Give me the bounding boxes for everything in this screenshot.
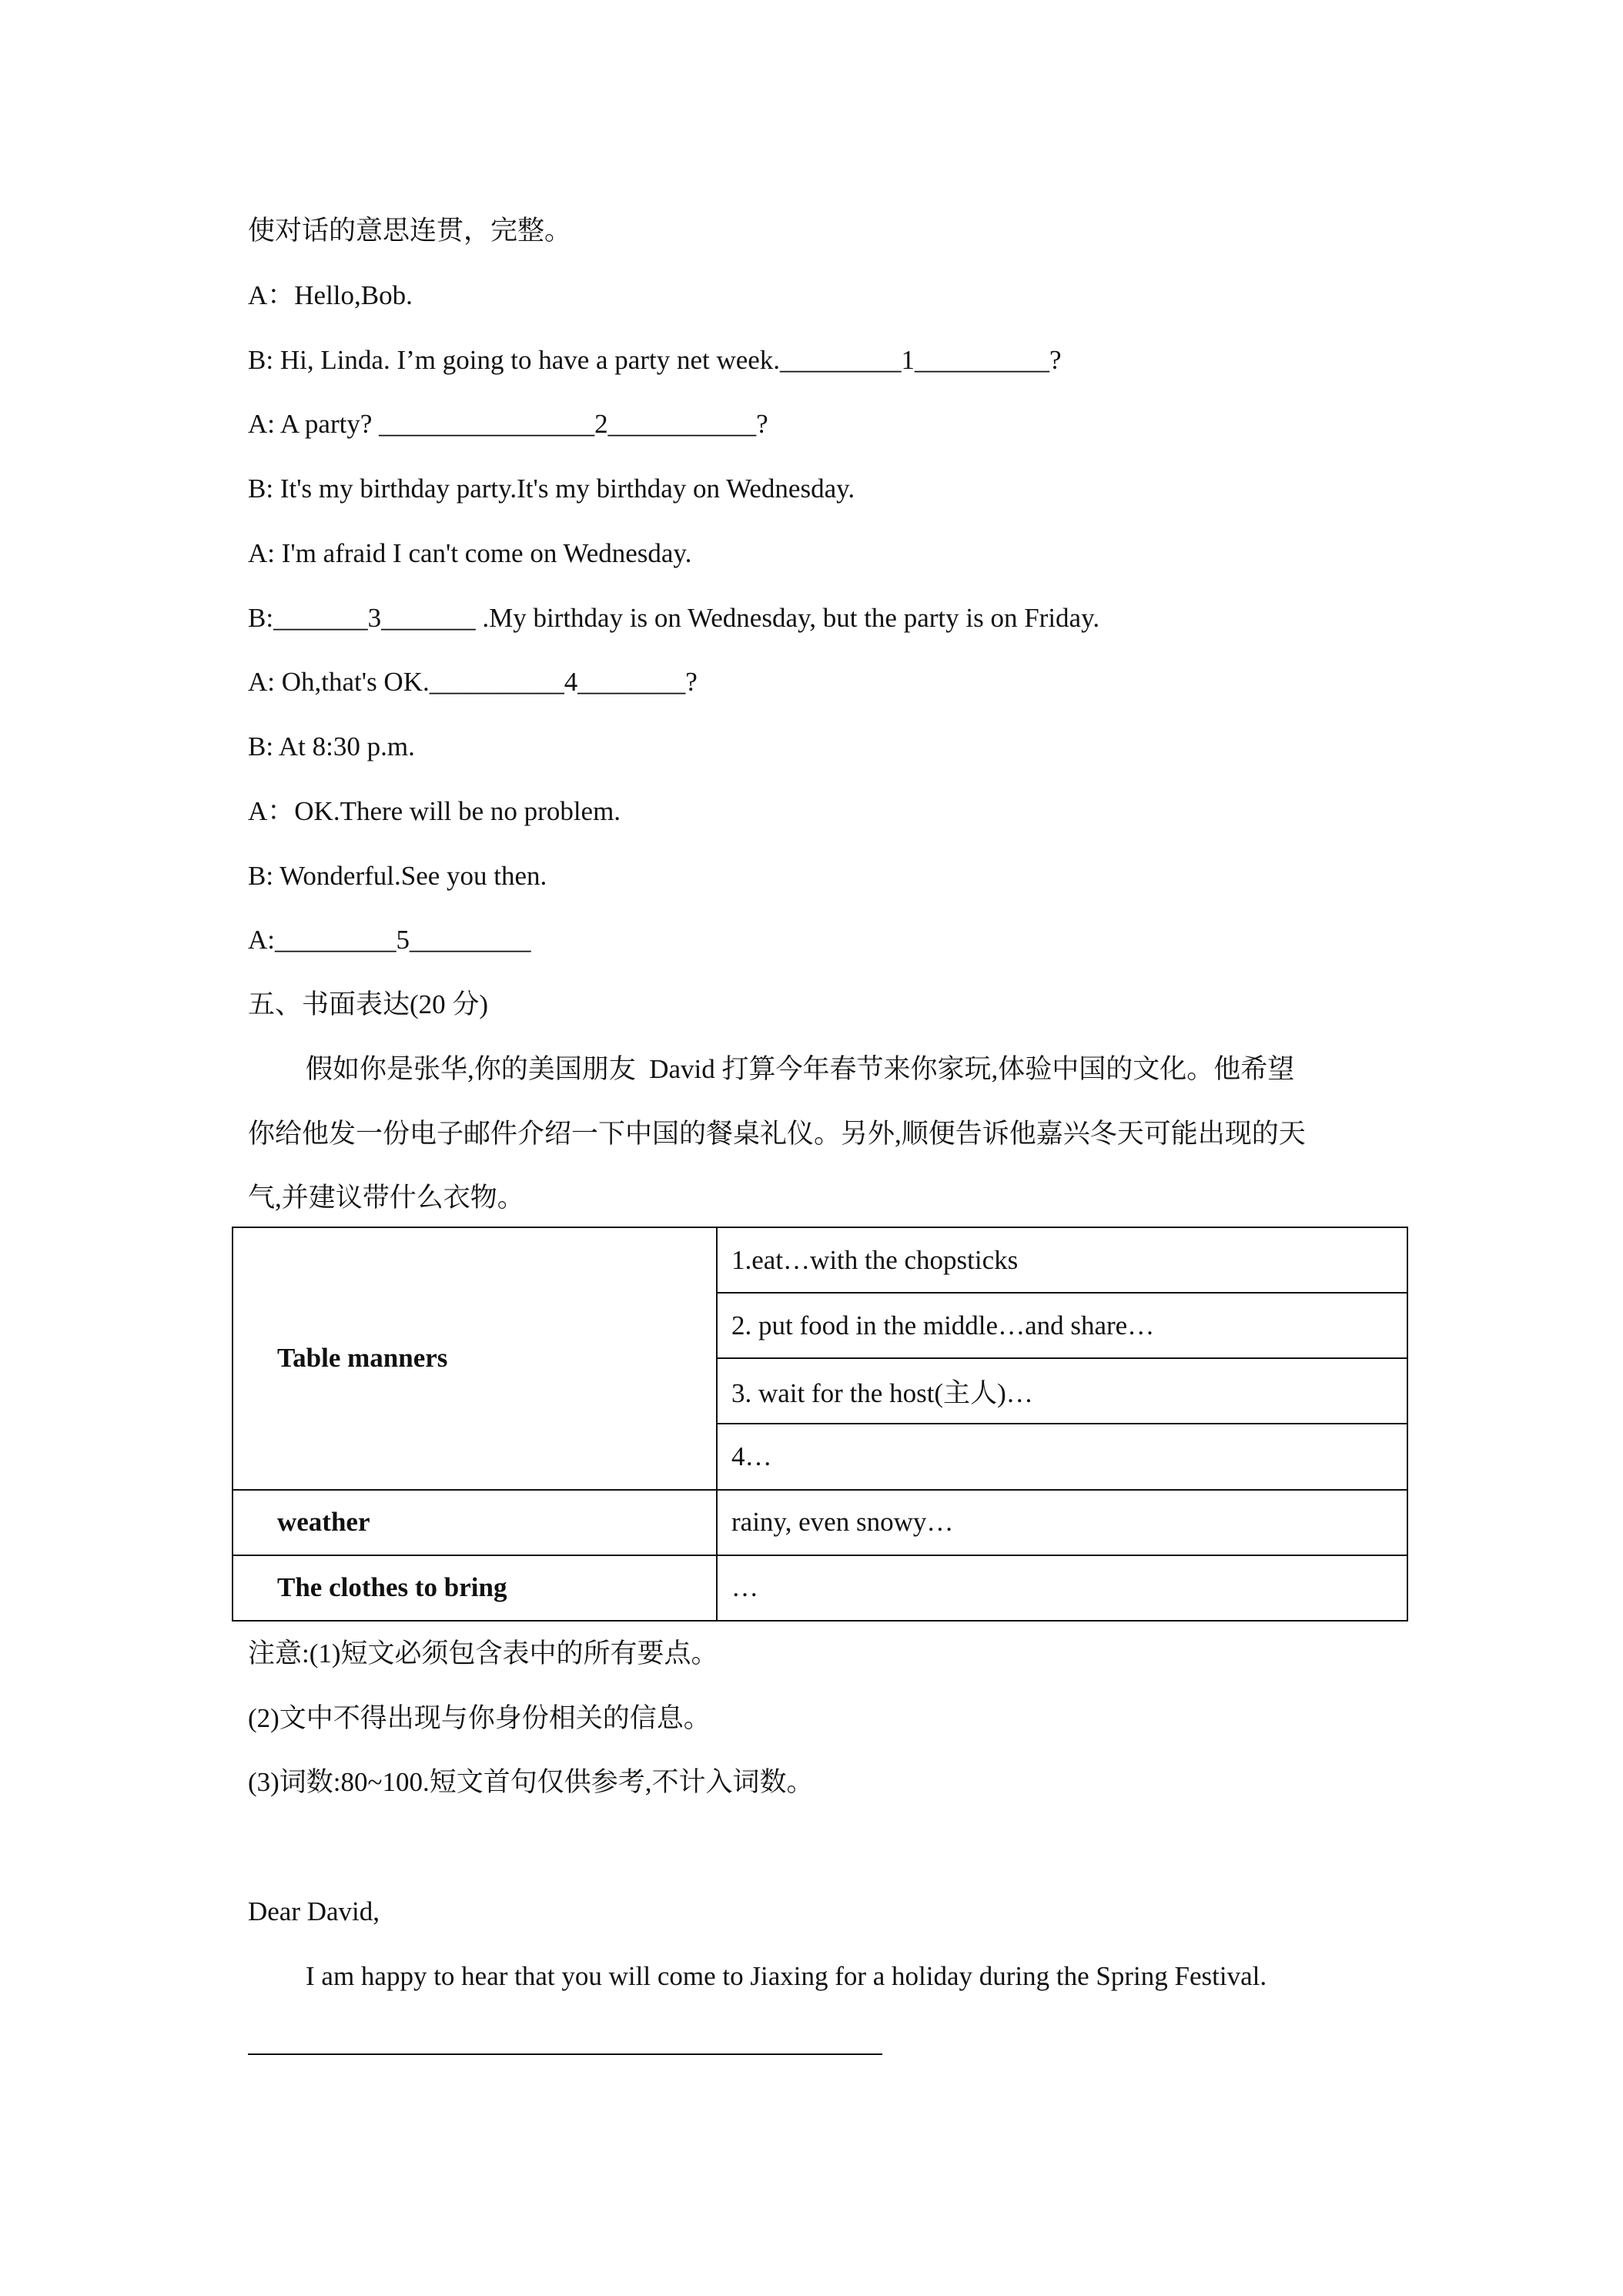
letter-salutation: Dear David, [248,1896,380,1926]
clothes-value: … [717,1555,1407,1621]
table-manners-item: 4… [717,1424,1407,1489]
answer-line [248,2053,882,2055]
dialogue-line-8: B: At 8:30 p.m. [248,731,415,761]
dialogue-line-11: A:_________5_________ [248,925,531,955]
weather-value: rainy, even snowy… [717,1490,1407,1555]
table-manners-item: 3. wait for the host(主人)… [717,1358,1407,1424]
dialogue-line-4: B: It's my birthday party.It's my birthday on Wednesday. [248,474,855,504]
outline-table [232,1227,1408,1622]
clothes-label: The clothes to bring [233,1555,717,1621]
note-2: (2)文中不得出现与你身份相关的信息。 [248,1703,711,1733]
table-row [233,1555,1407,1621]
dialogue-line-7: A: Oh,that's OK.__________4________? [248,667,698,697]
table-row [233,1490,1407,1555]
prompt-line-3: 气,并建议带什么衣物。 [248,1183,524,1213]
table-manners-item: 2. put food in the middle…and share… [717,1293,1407,1358]
table-manners-item: 1.eat…with the chopsticks [717,1227,1407,1293]
dialogue-line-10: B: Wonderful.See you then. [248,861,547,891]
dialogue-line-9: A：OK.There will be no problem. [248,796,621,826]
dialogue-line-5: A: I'm afraid I can't come on Wednesday. [248,538,692,568]
table-manners-label: Table manners [233,1227,717,1490]
prompt-line-1: 假如你是张华,你的美国朋友 David 打算今年春节来你家玩,体验中国的文化。他希望 [306,1054,1295,1084]
section-heading: 五、书面表达(20 分) [248,989,489,1019]
dialogue-line-2: B: Hi, Linda. I’m going to have a party net week._________1__________? [248,345,1062,375]
table-row [233,1227,1407,1293]
dialogue-line-6: B:_______3_______ .My birthday is on Wednesday, but the party is on Friday. [248,603,1100,633]
note-1: 注意:(1)短文必须包含表中的所有要点。 [248,1638,718,1668]
note-3: (3)词数:80~100.短文首句仅供参考,不计入词数。 [248,1767,814,1797]
letter-first-sentence: I am happy to hear that you will come to Jiaxing for a holiday during the Spring Festival. [306,1961,1267,1991]
prompt-line-2: 你给他发一份电子邮件介绍一下中国的餐桌礼仪。另外,顺便告诉他嘉兴冬天可能出现的天 [248,1119,1306,1149]
weather-label: weather [233,1490,717,1555]
dialogue-line-1: A：Hello,Bob. [248,280,413,310]
dialogue-line-3: A: A party? ________________2___________? [248,409,768,439]
instruction-text: 使对话的意思连贯，完整。 [248,216,572,246]
